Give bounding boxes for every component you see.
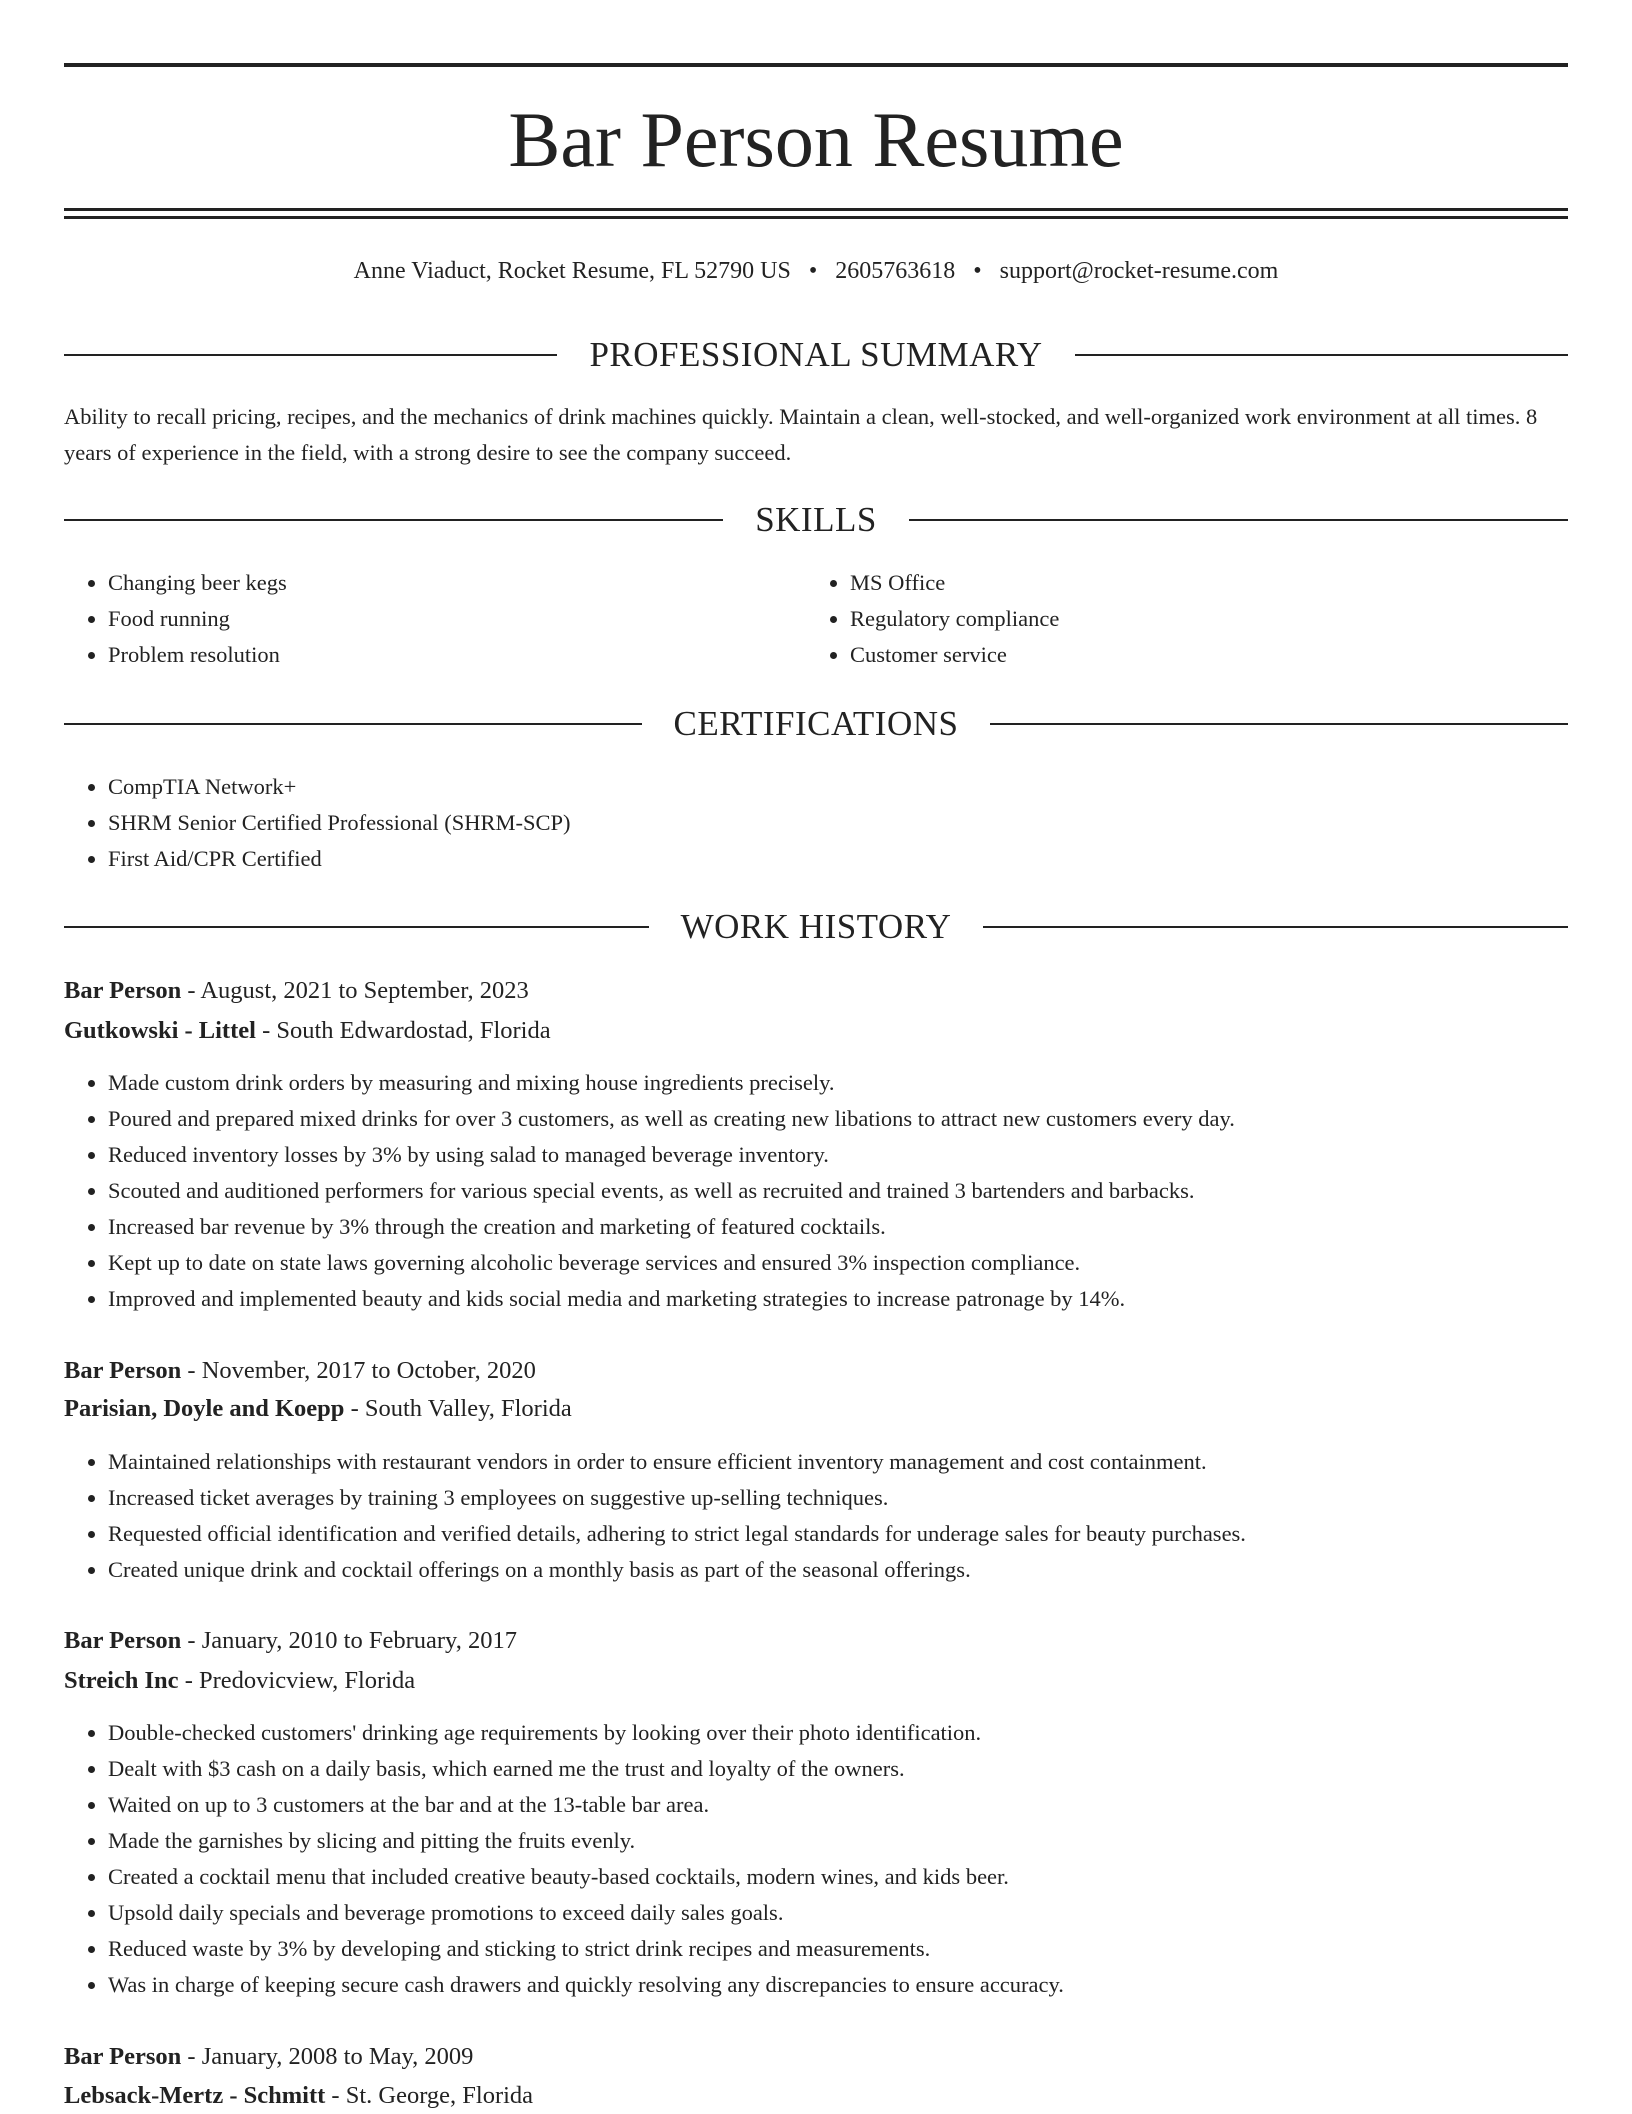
skill-item: • Changing beer kegs <box>108 565 287 601</box>
heading-rule-right <box>983 926 1568 928</box>
heading-rule-left <box>64 354 557 356</box>
job-company: Gutkowski - Littel <box>64 1017 256 1044</box>
heading-rule-right <box>909 519 1568 521</box>
job-bullet: • Upsold daily specials and beverage promotions to exceed daily sales goals. <box>108 1895 1064 1931</box>
resume-title: Bar Person Resume <box>508 96 1124 183</box>
job-title-line: Bar Person - August, 2021 to September, 2023 <box>64 977 529 1004</box>
job-bullets <box>64 1065 1235 1317</box>
section-heading-summary <box>64 335 1568 375</box>
heading-rule-left <box>64 723 642 725</box>
job-dates: January, 2010 to February, 2017 <box>201 1627 517 1654</box>
job-company-line: Streich Inc - Predovicview, Florida <box>64 1667 416 1694</box>
job-dates: November, 2017 to October, 2020 <box>201 1357 536 1384</box>
certification-item: • First Aid/CPR Certified <box>108 841 571 877</box>
section-title: PROFESSIONAL SUMMARY <box>589 335 1043 374</box>
job-bullet: • Waited on up to 3 customers at the bar and at the 13-table bar area. <box>108 1787 1064 1823</box>
job-bullet: • Created a cocktail menu that included creative beauty-based cocktails, modern wines, and kids beer. <box>108 1859 1064 1895</box>
skill-item: • MS Office <box>850 565 1059 601</box>
job-company: Parisian, Doyle and Koepp <box>64 1395 345 1422</box>
job-bullet: • Scouted and auditioned performers for various special events, as well as recruited and trained 3 bartenders and barbacks. <box>108 1173 1235 1209</box>
heading-rule-right <box>1075 354 1568 356</box>
job-bullet: • Maintained relationships with restaurant vendors in order to ensure efficient inventory management and cost containment. <box>108 1444 1246 1480</box>
job-title: Bar Person <box>64 977 182 1004</box>
skill-item: • Problem resolution <box>108 637 287 673</box>
section-title: WORK HISTORY <box>680 907 952 946</box>
job-title: Bar Person <box>64 1627 182 1654</box>
title-double-rule-lower <box>64 216 1568 219</box>
section-title: CERTIFICATIONS <box>673 704 959 743</box>
skill-item: • Food running <box>108 601 287 637</box>
contact-address: Anne Viaduct, Rocket Resume, FL 52790 US <box>353 258 791 284</box>
job-company: Lebsack-Mertz - Schmitt <box>64 2082 326 2109</box>
heading-rule-left <box>64 519 723 521</box>
job-title: Bar Person <box>64 1357 182 1384</box>
job-location: South Edwardostad, Florida <box>276 1017 551 1044</box>
job-location: St. George, Florida <box>345 2082 534 2109</box>
section-heading-work-history <box>64 907 1568 947</box>
contact-email: support@rocket-resume.com <box>999 258 1279 284</box>
job-bullets <box>64 1715 1064 2003</box>
heading-rule-right <box>990 723 1568 725</box>
summary-text: Ability to recall pricing, recipes, and the mechanics of drink machines quickly. Maintain a clean, well-stocked, and well-organized work environment at all times. 8 years of experience in the field, with a strong desire to see the company succeed. <box>64 404 1538 465</box>
contact-separator: • <box>808 258 818 284</box>
job-location: South Valley, Florida <box>364 1395 572 1422</box>
skills-list-left <box>64 565 287 673</box>
section-heading-skills <box>64 500 1568 540</box>
job-bullet: • Increased bar revenue by 3% through the creation and marketing of featured cocktails. <box>108 1209 1235 1245</box>
job-bullets <box>64 1444 1246 1588</box>
contact-line <box>64 254 1568 288</box>
job-bullet: • Made the garnishes by slicing and pitting the fruits evenly. <box>108 1823 1064 1859</box>
job-company: Streich Inc <box>64 1667 179 1694</box>
title-double-rule-upper <box>64 208 1568 211</box>
job-title-line: Bar Person - November, 2017 to October, 2020 <box>64 1357 536 1384</box>
job-bullet: • Increased ticket averages by training 3 employees on suggestive up-selling techniques. <box>108 1480 1246 1516</box>
section-heading-certifications <box>64 704 1568 744</box>
job-title: Bar Person <box>64 2043 182 2070</box>
section-title: SKILLS <box>755 500 877 539</box>
job-bullet: • Reduced waste by 3% by developing and sticking to strict drink recipes and measurements. <box>108 1931 1064 1967</box>
job-company-line: Lebsack-Mertz - Schmitt - St. George, Florida <box>64 2082 534 2109</box>
job-dates: August, 2021 to September, 2023 <box>200 977 529 1004</box>
job-title-line: Bar Person - January, 2010 to February, 2017 <box>64 1627 517 1654</box>
contact-separator: • <box>973 258 982 284</box>
top-rule <box>64 63 1568 67</box>
certification-item: • SHRM Senior Certified Professional (SHRM-SCP) <box>108 805 571 841</box>
job-bullet: • Kept up to date on state laws governing alcoholic beverage services and ensured 3% inspection compliance. <box>108 1245 1235 1281</box>
job-bullet: • Double-checked customers' drinking age requirements by looking over their photo identification. <box>108 1715 1064 1751</box>
job-bullet: • Made custom drink orders by measuring and mixing house ingredients precisely. <box>108 1065 1235 1101</box>
skill-item: • Customer service <box>850 637 1059 673</box>
job-bullet: • Created unique drink and cocktail offerings on a monthly basis as part of the seasonal offerings. <box>108 1552 1246 1588</box>
job-bullet: • Improved and implemented beauty and kids social media and marketing strategies to increase patronage by 14%. <box>108 1281 1235 1317</box>
job-bullet: • Poured and prepared mixed drinks for over 3 customers, as well as creating new libations to attract new customers every day. <box>108 1101 1235 1137</box>
job-bullet: • Dealt with $3 cash on a daily basis, which earned me the trust and loyalty of the owners. <box>108 1751 1064 1787</box>
job-dates: January, 2008 to May, 2009 <box>201 2043 474 2070</box>
job-bullet: • Requested official identification and verified details, adhering to strict legal standards for underage sales for beauty purchases. <box>108 1516 1246 1552</box>
job-bullet: • Was in charge of keeping secure cash drawers and quickly resolving any discrepancies to ensure accuracy. <box>108 1967 1064 2003</box>
job-company-line: Gutkowski - Littel - South Edwardostad, Florida <box>64 1017 551 1044</box>
job-title-line: Bar Person - January, 2008 to May, 2009 <box>64 2043 474 2070</box>
heading-rule-left <box>64 926 649 928</box>
contact-phone: 2605763618 <box>835 258 956 284</box>
certifications-list <box>64 769 571 877</box>
certification-item: • CompTIA Network+ <box>108 769 571 805</box>
skill-item: • Regulatory compliance <box>850 601 1059 637</box>
job-company-line: Parisian, Doyle and Koepp - South Valley, Florida <box>64 1395 572 1422</box>
skills-list-right <box>806 565 1059 673</box>
job-location: Predovicview, Florida <box>198 1667 416 1694</box>
job-bullet: • Reduced inventory losses by 3% by using salad to managed beverage inventory. <box>108 1137 1235 1173</box>
